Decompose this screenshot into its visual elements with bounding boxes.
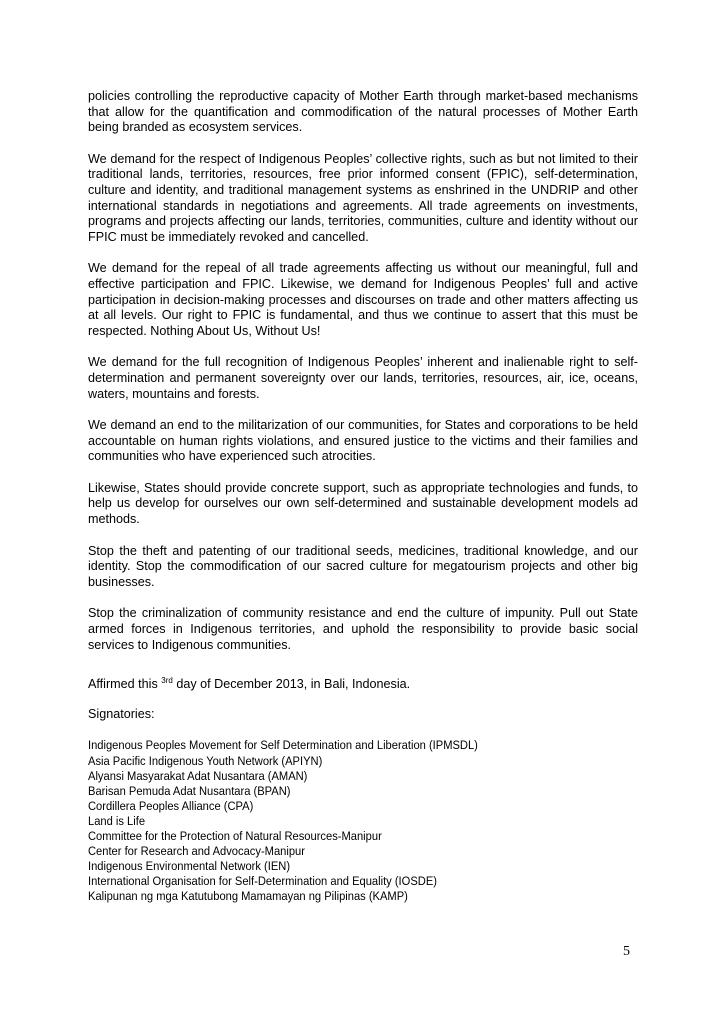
page-number: 5	[623, 944, 630, 959]
affirmation-ordinal: 3rd	[161, 676, 173, 686]
paragraph-militarization: We demand an end to the militarization of our communities, for States and corporations to be held accountable on human rights violations, and ensured justice to the victims and their families and communities who have experienced such atrocities.	[88, 418, 638, 464]
paragraph-mother-earth: policies controlling the reproductive capacity of Mother Earth through market-based mechanisms that allow for the quantification and commodification of the natural processes of Mother Earth being branded as ecosystem services.	[88, 89, 638, 135]
signatory-item: Indigenous Environmental Network (IEN)	[88, 859, 291, 874]
signatories-label: Signatories:	[88, 706, 155, 721]
paragraph-state-support: Likewise, States should provide concrete support, such as appropriate technologies and funds, to help us develop for ourselves our own self-determined and sustainable development models ad methods.	[88, 480, 638, 527]
signatories-list	[88, 738, 637, 904]
signatory-item: Asia Pacific Indigenous Youth Network (APIYN)	[88, 753, 323, 768]
signatory-item: Alyansi Masyarakat Adat Nusantara (AMAN)	[88, 768, 308, 783]
affirmation-prefix: Affirmed this	[88, 677, 162, 692]
signatory-item: Kalipunan ng mga Katutubong Mamamayan ng Pilipinas (KAMP)	[88, 889, 408, 904]
paragraph-self-determination: We demand for the full recognition of Indigenous Peoples’ inherent and inalienable right to self-determination and permanent sovereignty over our lands, territories, resources, air, ice, oceans, waters, mountains and forests.	[88, 355, 638, 401]
paragraph-collective-rights: We demand for the respect of Indigenous Peoples’ collective rights, such as but not limited to their traditional lands, territories, resources, free prior informed consent (FPIC), self-determination, culture and identity, and traditional management systems as enshrined in the UNDRIP and other international standards in negotiations and agreements. All trade agreements on investments, programs and projects affecting our lands, territories, communities, culture and identity without our FPIC must be immediately revoked and cancelled.	[88, 151, 638, 244]
signatory-item: Cordillera Peoples Alliance (CPA)	[88, 798, 254, 813]
signatory-item: Land is Life	[88, 813, 146, 828]
signatory-item: International Organisation for Self-Determination and Equality (IOSDE)	[88, 874, 437, 889]
paragraph-stop-criminalization: Stop the criminalization of community resistance and end the culture of impunity. Pull out State armed forces in Indigenous territories, and uphold the responsibility to provide basic social services to Indigenous communities.	[88, 606, 638, 652]
document-page	[88, 89, 638, 904]
affirmation-line	[88, 677, 638, 693]
signatory-item: Indigenous Peoples Movement for Self Determination and Liberation (IPMSDL)	[88, 738, 478, 753]
signatory-item: Barisan Pemuda Adat Nusantara (BPAN)	[88, 783, 291, 798]
signatory-item: Center for Research and Advocacy-Manipur	[88, 844, 305, 859]
affirmation-suffix: day of December 2013, in Bali, Indonesia.	[172, 677, 411, 692]
signatory-item: Committee for the Protection of Natural Resources-Manipur	[88, 828, 382, 843]
paragraph-stop-theft: Stop the theft and patenting of our traditional seeds, medicines, traditional knowledge, and our identity. Stop the commodification of our sacred culture for megatourism projects and other big businesses.	[88, 543, 638, 589]
paragraph-trade-agreements: We demand for the repeal of all trade agreements affecting us without our meaningful, full and effective participation and FPIC. Likewise, we demand for Indigenous Peoples’ full and active participation in decision-making processes and discourses on trade and other matters affecting us at all levels. Our right to FPIC is fundamental, and thus we continue to assert that this must be respected. Nothing About Us, Without Us!	[88, 261, 638, 338]
